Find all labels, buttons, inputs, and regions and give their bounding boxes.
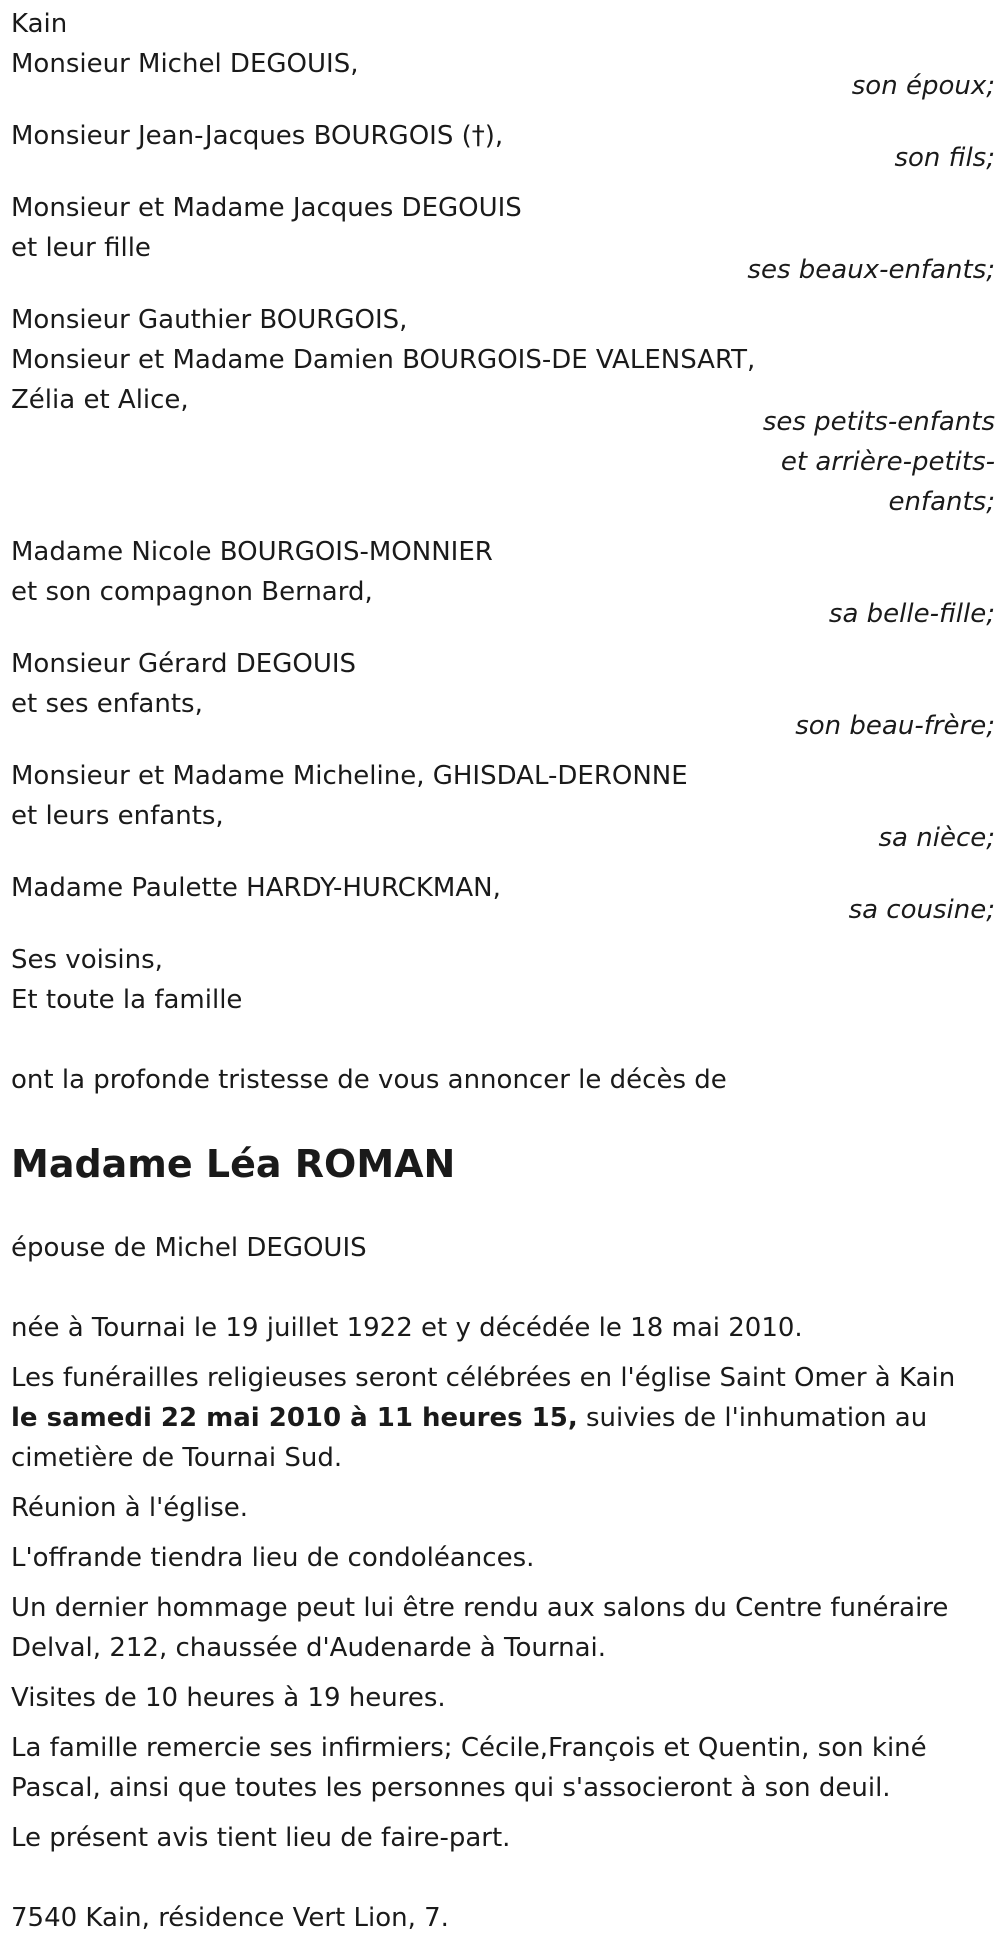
relation-label: sa nièce; (878, 823, 995, 853)
family-member-line: Monsieur Jean-Jacques BOURGOIS (†), (11, 121, 504, 151)
family-member-line: et son compagnon Bernard, (11, 577, 373, 607)
spouse-line: épouse de Michel DEGOUIS (11, 1233, 367, 1263)
family-group (11, 644, 995, 746)
info-paragraph (11, 1538, 990, 1578)
place-line: Kain (11, 9, 68, 39)
family-member-line: Monsieur et Madame Damien BOURGOIS-DE VALENSART, (11, 345, 756, 375)
family-member-line: Madame Nicole BOURGOIS-MONNIER (11, 537, 493, 567)
relation-label: son époux; (851, 71, 995, 101)
info-paragraph (11, 1588, 990, 1668)
paragraph-line: Un dernier hommage peut lui être rendu aux salons du Centre funéraire (11, 1593, 949, 1623)
paragraph-line: Pascal, ainsi que toutes les personnes qui s'associeront à son deuil. (11, 1773, 891, 1803)
family-group (11, 116, 995, 178)
paragraph-line: Réunion à l'église. (11, 1493, 249, 1523)
family-member-line: Monsieur Michel DEGOUIS, (11, 49, 359, 79)
family-list (11, 44, 995, 930)
funeral-after-date: suivies de l'inhumation au (577, 1403, 928, 1433)
announcement-text: ont la profonde tristesse de vous annoncer le décès de (11, 1065, 727, 1095)
family-member-line: Monsieur Gauthier BOURGOIS, (11, 305, 408, 335)
deceased-name: Madame Léa ROMAN (11, 1142, 456, 1186)
relation-label: son fils; (894, 143, 995, 173)
closing-line: Ses voisins, (11, 945, 163, 975)
family-group (11, 44, 995, 106)
family-group (11, 868, 995, 930)
family-member-line: et leurs enfants, (11, 801, 224, 831)
closing-line: Et toute la famille (11, 985, 243, 1015)
family-member-line: Monsieur Gérard DEGOUIS (11, 649, 357, 679)
relation-label: sa cousine; (848, 895, 995, 925)
relation-block (11, 250, 995, 290)
info-paragraph (11, 1818, 990, 1858)
relation-block (11, 402, 995, 522)
paragraph-line: Le présent avis tient lieu de faire-part. (11, 1823, 511, 1853)
relation-label: enfants; (888, 487, 995, 517)
info-paragraph (11, 1488, 990, 1528)
relation-label: sa belle-fille; (828, 599, 995, 629)
family-member-line: Madame Paulette HARDY-HURCKMAN, (11, 873, 501, 903)
family-member-line: Monsieur et Madame Micheline, GHISDAL-DERONNE (11, 761, 688, 791)
funeral-date: le samedi 22 mai 2010 à 11 heures 15, (11, 1403, 578, 1433)
address-line: 7540 Kain, résidence Vert Lion, 7. (11, 1903, 449, 1933)
paragraph-line: Visites de 10 heures à 19 heures. (11, 1683, 446, 1713)
relation-label: ses petits-enfants (762, 407, 995, 437)
paragraph-line: L'offrande tiendra lieu de condoléances. (11, 1543, 535, 1573)
funeral-date-line (11, 1398, 990, 1438)
funeral-last-line: cimetière de Tournai Sud. (11, 1443, 343, 1473)
family-member-line: et ses enfants, (11, 689, 203, 719)
family-member-line: et leur fille (11, 233, 151, 263)
funeral-paragraph (11, 1358, 990, 1478)
funeral-intro: Les funérailles religieuses seront célébrées en l'église Saint Omer à Kain (11, 1363, 956, 1393)
family-member-line: Zélia et Alice, (11, 385, 189, 415)
birth-death-line: née à Tournai le 19 juillet 1922 et y décédée le 18 mai 2010. (11, 1313, 803, 1343)
family-group (11, 532, 995, 634)
info-paragraph (11, 1728, 990, 1808)
relation-label: son beau-frère; (795, 711, 995, 741)
family-group (11, 756, 995, 858)
info-paragraphs (11, 1488, 990, 1858)
relation-label: ses beaux-enfants; (747, 255, 995, 285)
family-group (11, 188, 995, 290)
info-paragraph (11, 1678, 990, 1718)
paragraph-line: Delval, 212, chaussée d'Audenarde à Tournai. (11, 1633, 607, 1663)
family-member-line: Monsieur et Madame Jacques DEGOUIS (11, 193, 522, 223)
closing-family (11, 940, 990, 1020)
family-group (11, 300, 995, 522)
relation-label: et arrière-petits- (780, 447, 995, 477)
paragraph-line: La famille remercie ses infirmiers; Cécile,François et Quentin, son kiné (11, 1733, 927, 1763)
